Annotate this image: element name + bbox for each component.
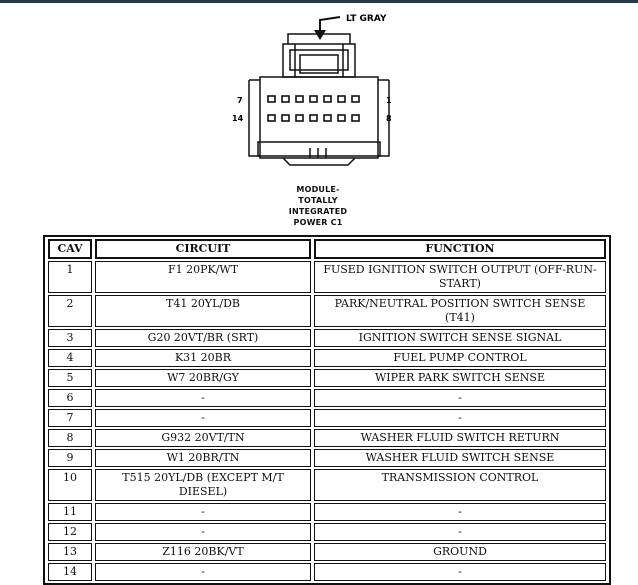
function-cell: FUSED IGNITION SWITCH OUTPUT (OFF-RUN-START) (314, 261, 606, 293)
table-header-row (48, 239, 606, 259)
circuit-cell: - (95, 409, 311, 427)
caption-line: MODULE- (296, 185, 340, 194)
table-row (48, 349, 606, 367)
circuit-cell: G932 20VT/TN (95, 429, 311, 447)
cav-cell: 6 (48, 389, 92, 407)
table-row (48, 543, 606, 561)
circuit-cell: K31 20BR (95, 349, 311, 367)
pin-label-8: 8 (386, 114, 392, 123)
pinout-table (43, 235, 611, 585)
cav-cell: 9 (48, 449, 92, 467)
cav-cell: 13 (48, 543, 92, 561)
pin-label-1: 1 (386, 96, 392, 105)
cav-cell: 1 (48, 261, 92, 293)
connector-latch (283, 34, 355, 77)
function-cell: - (314, 523, 606, 541)
cav-cell: 5 (48, 369, 92, 387)
cav-cell: 8 (48, 429, 92, 447)
table-row (48, 503, 606, 521)
table-row (48, 469, 606, 501)
caption-line: POWER C1 (293, 218, 343, 227)
table-row (48, 429, 606, 447)
circuit-cell: F1 20PK/WT (95, 261, 311, 293)
cav-cell: 3 (48, 329, 92, 347)
function-cell: - (314, 503, 606, 521)
function-cell: - (314, 563, 606, 581)
header-circuit: CIRCUIT (95, 239, 311, 259)
circuit-cell: - (95, 563, 311, 581)
cav-cell: 12 (48, 523, 92, 541)
table-row (48, 409, 606, 427)
pin-label-14: 14 (232, 114, 244, 123)
function-cell: - (314, 409, 606, 427)
connector-color-label: LT GRAY (346, 14, 387, 24)
header-function: FUNCTION (314, 239, 606, 259)
caption-line: TOTALLY (298, 196, 338, 205)
circuit-cell: - (95, 523, 311, 541)
table-row (48, 329, 606, 347)
table-row (48, 523, 606, 541)
cav-cell: 4 (48, 349, 92, 367)
pin-row-top (268, 96, 359, 102)
function-cell: WASHER FLUID SWITCH RETURN (314, 429, 606, 447)
circuit-cell: T515 20YL/DB (EXCEPT M/T DIESEL) (95, 469, 311, 501)
circuit-cell: W1 20BR/TN (95, 449, 311, 467)
function-cell: PARK/NEUTRAL POSITION SWITCH SENSE (T41) (314, 295, 606, 327)
connector-caption (270, 184, 366, 228)
table-row (48, 449, 606, 467)
cav-cell: 7 (48, 409, 92, 427)
table-row (48, 369, 606, 387)
function-cell: WIPER PARK SWITCH SENSE (314, 369, 606, 387)
circuit-cell: W7 20BR/GY (95, 369, 311, 387)
cav-cell: 14 (48, 563, 92, 581)
pin-row-bottom (268, 115, 359, 121)
circuit-cell: T41 20YL/DB (95, 295, 311, 327)
function-cell: - (314, 389, 606, 407)
function-cell: TRANSMISSION CONTROL (314, 469, 606, 501)
circuit-cell: - (95, 389, 311, 407)
cav-cell: 2 (48, 295, 92, 327)
cav-cell: 10 (48, 469, 92, 501)
cav-cell: 11 (48, 503, 92, 521)
circuit-cell: Z116 20BK/VT (95, 543, 311, 561)
function-cell: FUEL PUMP CONTROL (314, 349, 606, 367)
circuit-cell: G20 20VT/BR (SRT) (95, 329, 311, 347)
function-cell: IGNITION SWITCH SENSE SIGNAL (314, 329, 606, 347)
table-row (48, 563, 606, 581)
table-row (48, 261, 606, 293)
callout-arrowhead (314, 30, 326, 40)
pin-label-7: 7 (237, 96, 243, 105)
pinout-table-container (43, 235, 611, 585)
connector-body (249, 77, 389, 158)
circuit-cell: - (95, 503, 311, 521)
function-cell: WASHER FLUID SWITCH SENSE (314, 449, 606, 467)
function-cell: GROUND (314, 543, 606, 561)
table-row (48, 389, 606, 407)
caption-line: INTEGRATED (288, 207, 348, 216)
header-cav: CAV (48, 239, 92, 259)
table-row (48, 295, 606, 327)
